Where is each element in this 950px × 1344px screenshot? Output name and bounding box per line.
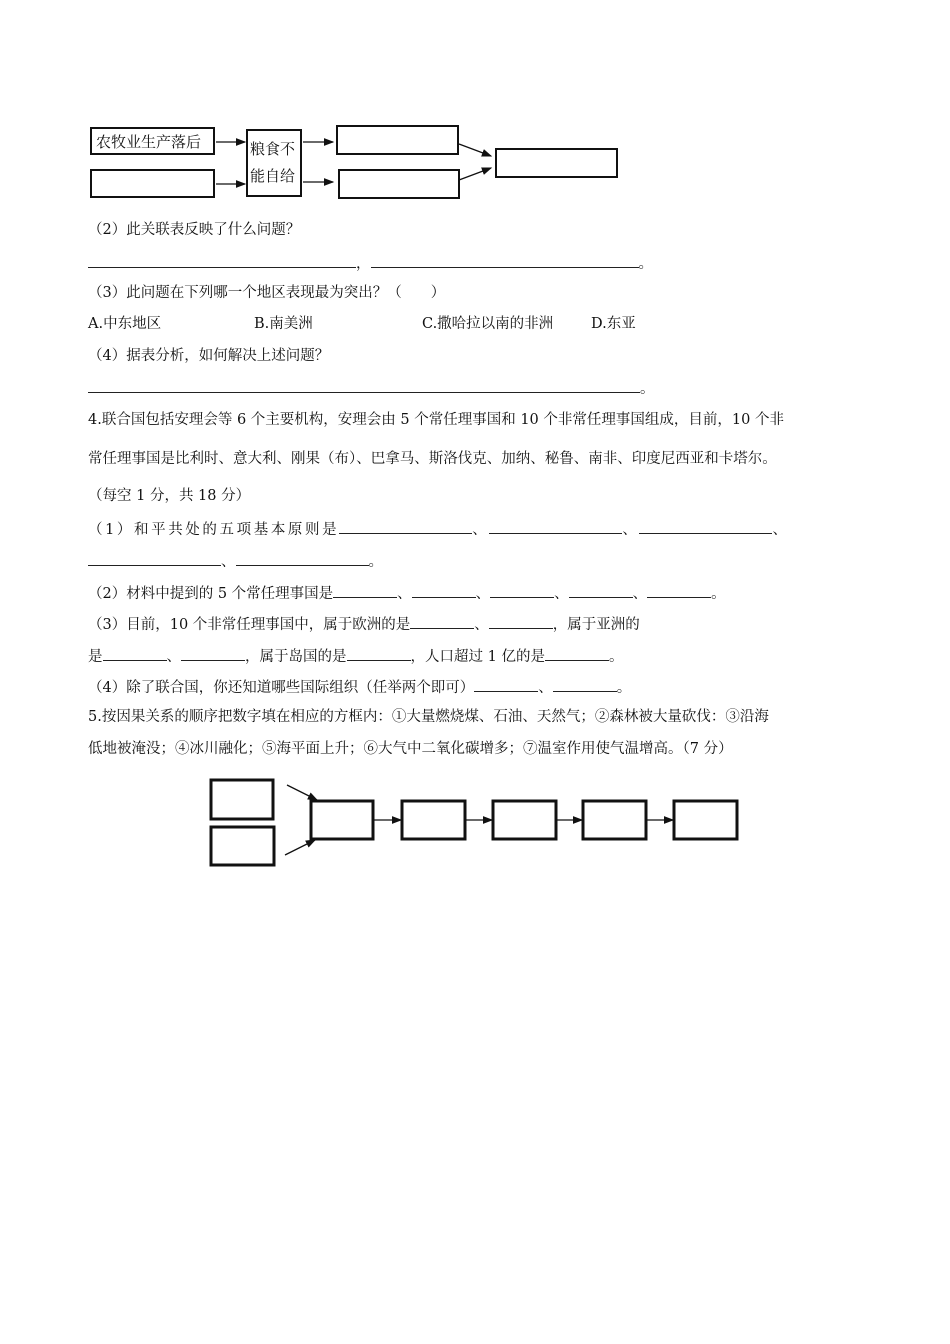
answer-blank[interactable] [569, 583, 633, 598]
box-blank-source-2[interactable] [211, 827, 274, 865]
problem-5-line-2: 低地被淹没；④冰川融化；⑤海平面上升；⑥大气中二氧化碳增多；⑦温室作用使气温增高。（7 分） [88, 741, 733, 757]
box-blank-step-1[interactable] [311, 801, 373, 839]
question-2-answer-line: ， 。 [88, 253, 653, 274]
answer-blank[interactable] [545, 646, 609, 661]
option-a[interactable]: A.中东地区 [88, 316, 162, 332]
answer-blank[interactable] [339, 519, 472, 534]
problem-4-q3-line-2: 是 、 ，属于岛国的是 ，人口超过 1 亿的是 。 [88, 646, 623, 667]
box-blank-left [91, 170, 214, 197]
answer-blank[interactable] [647, 583, 711, 598]
box-blank-step-4[interactable] [583, 801, 646, 839]
answer-blank[interactable] [553, 677, 617, 692]
problem-4-intro-line-2: 常任理事国是比利时、意大利、刚果（布）、巴拿马、斯洛伐克、加纳、秘鲁、南非、印度尼西亚和卡塔尔。 [88, 451, 777, 467]
box-blank-source-1[interactable] [211, 780, 273, 819]
box-blank-lower [339, 170, 459, 198]
problem-4-q1-cont: 、 。 [88, 551, 383, 572]
answer-blank[interactable] [181, 646, 245, 661]
answer-blank[interactable] [236, 551, 369, 566]
answer-blank[interactable] [88, 253, 356, 268]
problem-5-line-1: 5.按因果关系的顺序把数字填在相应的方框内：①大量燃烧煤、石油、天然气；②森林被大量砍伐：③沿海 [88, 709, 769, 725]
option-c[interactable]: C.撒哈拉以南的非洲 [422, 316, 554, 332]
box-food-line2: 能自给 [250, 167, 296, 185]
cause-effect-diagram-2 [205, 775, 745, 870]
question-2-text: （2）此关联表反映了什么问题？ [88, 222, 301, 238]
answer-blank[interactable] [490, 583, 554, 598]
answer-blank[interactable] [88, 378, 640, 393]
option-d[interactable]: D.东亚 [591, 316, 636, 332]
box-blank-step-3[interactable] [493, 801, 556, 839]
problem-4-intro-line-1: 4.联合国包括安理会等 6 个主要机构，安理会由 5 个常任理事国和 10 个非常任理事国组成，目前，10 个非 [88, 412, 784, 428]
option-b[interactable]: B.南美洲 [254, 316, 313, 332]
box-food-line1: 粮食不 [250, 140, 296, 158]
answer-blank[interactable] [88, 551, 221, 566]
box-blank-result [496, 149, 617, 177]
answer-blank[interactable] [371, 253, 639, 268]
box-blank-upper [337, 126, 458, 154]
answer-blank[interactable] [410, 614, 474, 629]
answer-blank[interactable] [333, 583, 397, 598]
box-blank-step-2[interactable] [402, 801, 465, 839]
answer-blank[interactable] [103, 646, 167, 661]
answer-blank[interactable] [489, 519, 622, 534]
problem-4-q2: （2）材料中提到的 5 个常任理事国是 、 、 、 、 。 [88, 583, 726, 604]
box-blank-step-5[interactable] [674, 801, 737, 839]
problem-4-q3-line-1: （3）目前，10 个非常任理事国中，属于欧洲的是 、 ，属于亚洲的 [88, 614, 640, 635]
question-4-text: （4）据表分析，如何解决上述问题？ [88, 348, 330, 364]
problem-4-q4: （4）除了联合国，你还知道哪些国际组织（任举两个即可） 、 。 [88, 677, 631, 698]
answer-blank[interactable] [639, 519, 772, 534]
question-3-options [88, 314, 636, 334]
question-4-answer-line: 。 [88, 378, 655, 399]
answer-blank[interactable] [347, 646, 411, 661]
box-agriculture-backward-label: 农牧业生产落后 [96, 133, 202, 151]
question-3-text: （3）此问题在下列哪一个地区表现最为突出？（ ） [88, 285, 446, 301]
problem-4-score: （每空 1 分，共 18 分） [88, 488, 251, 504]
problem-4-q1: （1）和平共处的五项基本原则是 、 、 、 [88, 519, 790, 540]
cause-effect-diagram-1 [85, 118, 630, 208]
answer-blank[interactable] [489, 614, 553, 629]
answer-blank[interactable] [474, 677, 538, 692]
answer-blank[interactable] [412, 583, 476, 598]
